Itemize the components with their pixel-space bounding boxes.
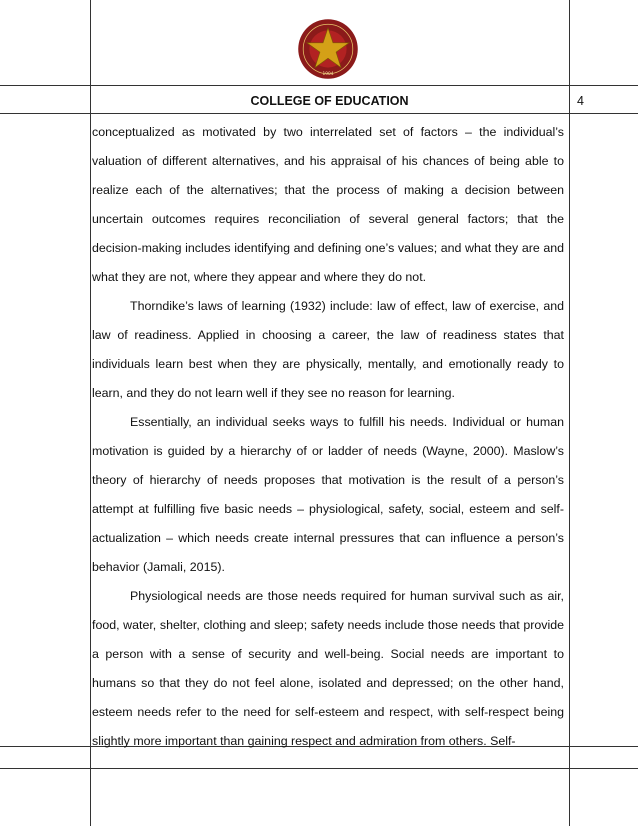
seal-year: 1904	[322, 72, 334, 78]
paragraph-1: conceptualized as motivated by two interrelated set of factors – the individual’s valuation of different alternatives, and his appraisal of his chances of being able to realize each of the alternatives; that the process of making a decision between uncertain outcomes requires reconciliation of several general factors; that the decision-making includes identifying and defining one’s values; and what they are and what they are not, where they appear and where they do not.	[92, 125, 564, 284]
paragraph-4: Physiological needs are those needs required for human survival such as air, food, water, shelter, clothing and sleep; safety needs include those needs that provide a person with a sense of security and well-being. Social needs are important to humans so that they do not feel alone, isolated and depressed; on the other hand, esteem needs refer to the need for self-esteem and respect, with self-respect being slightly more important than gaining respect and admiration from others. Self-	[92, 589, 564, 748]
document-body	[92, 118, 564, 756]
left-margin-line	[90, 0, 91, 826]
paragraph-2: Thorndike’s laws of learning (1932) include: law of effect, law of exercise, and law of readiness. Applied in choosing a career, the law of readiness states that individuals learn best when they are physically, mentally, and emotionally ready to learn, and they do not learn well if they see no reason for learning.	[92, 299, 564, 400]
page-title: COLLEGE OF EDUCATION	[250, 94, 409, 108]
footer-bottom-line	[0, 768, 638, 769]
header-bottom-line	[0, 113, 638, 114]
paragraph-3: Essentially, an individual seeks ways to fulfill his needs. Individual or human motivation is guided by a hierarchy of or ladder of needs (Wayne, 2000). Maslow’s theory of hierarchy of needs proposes that motivation is the result of a person’s attempt at fulfilling five basic needs – physiological, safety, social, esteem and self-actualization – which needs create internal pressures that can influence a person’s behavior (Jamali, 2015).	[92, 415, 564, 574]
header-top-line	[0, 85, 638, 86]
university-seal-icon	[297, 18, 359, 80]
page-number: 4	[577, 94, 584, 108]
right-margin-line	[569, 0, 570, 826]
